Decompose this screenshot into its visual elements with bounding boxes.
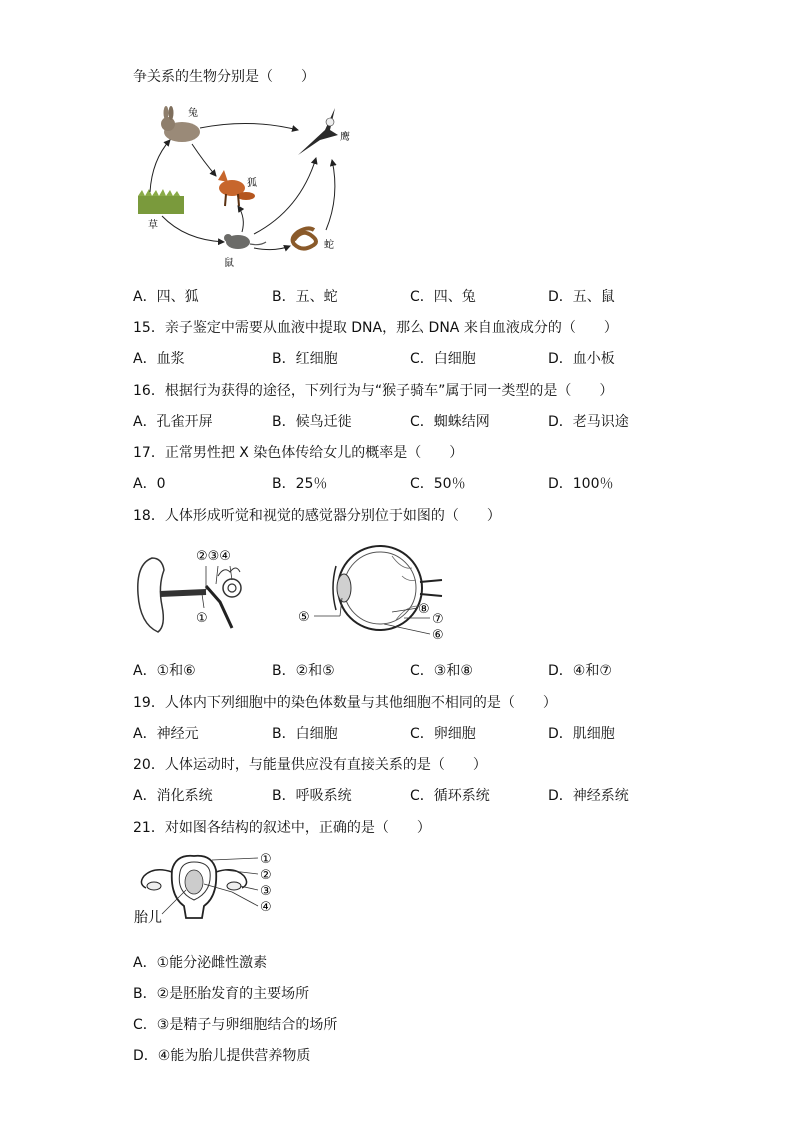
q19-option-d[interactable]: D．肌细胞 bbox=[548, 726, 615, 742]
q14-option-b[interactable]: B．五、蛇 bbox=[272, 289, 338, 305]
food-web-figure bbox=[130, 100, 360, 270]
arrow-mouse-fox bbox=[238, 206, 243, 232]
q15-option-b[interactable]: B．红细胞 bbox=[272, 351, 338, 367]
q19-option-c[interactable]: C．卵细胞 bbox=[410, 726, 476, 742]
q18-option-a[interactable]: A．①和⑥ bbox=[133, 663, 196, 679]
ear-label-1: ① bbox=[196, 611, 208, 626]
q15-option-a[interactable]: A．血浆 bbox=[133, 351, 185, 367]
uterus-label-fetus: 胎儿 bbox=[134, 910, 162, 926]
q16-option-b[interactable]: B．候鸟迁徙 bbox=[272, 414, 352, 430]
eye-figure bbox=[292, 536, 462, 646]
mouse-image bbox=[224, 234, 266, 249]
label-grass: 草 bbox=[148, 220, 158, 231]
q14-option-a[interactable]: A．四、狐 bbox=[133, 289, 199, 305]
eye-label-7: ⑦ bbox=[432, 612, 444, 627]
q16-option-a[interactable]: A．孔雀开屏 bbox=[133, 414, 213, 430]
arrow-mouse-eagle bbox=[254, 158, 316, 234]
q14-option-d[interactable]: D．五、鼠 bbox=[548, 289, 615, 305]
q17-option-c[interactable]: C．50％ bbox=[410, 476, 466, 492]
q17-stem: 17．正常男性把 X 染色体传给女儿的概率是（ ） bbox=[133, 445, 464, 461]
q17-option-b[interactable]: B．25％ bbox=[272, 476, 328, 492]
q16-option-c[interactable]: C．蜘蛛结网 bbox=[410, 414, 490, 430]
eye-label-6: ⑥ bbox=[432, 628, 444, 643]
ear-labels-top: ②③④ bbox=[196, 549, 231, 564]
q14-stem: 争关系的生物分别是（ ） bbox=[133, 69, 315, 85]
arrow-grass-mouse bbox=[162, 216, 224, 242]
eagle-image bbox=[298, 108, 338, 155]
q16-stem: 16．根据行为获得的途径，下列行为与“猴子骑车”属于同一类型的是（ ） bbox=[133, 383, 614, 399]
q21-stem: 21．对如图各结构的叙述中，正确的是（ ） bbox=[133, 820, 431, 836]
q21-option-a[interactable]: A．①能分泌雌性激素 bbox=[133, 955, 268, 971]
q20-option-a[interactable]: A．消化系统 bbox=[133, 788, 213, 804]
uterus-label-2: ② bbox=[260, 868, 272, 883]
q20-stem: 20．人体运动时，与能量供应没有直接关系的是（ ） bbox=[133, 757, 487, 773]
uterus-label-4: ④ bbox=[260, 900, 272, 915]
grass-image bbox=[138, 189, 184, 214]
arrow-rabbit-eagle bbox=[200, 123, 298, 130]
label-snake: 蛇 bbox=[324, 240, 334, 251]
arrow-snake-eagle bbox=[326, 160, 335, 230]
q15-option-c[interactable]: C．白细胞 bbox=[410, 351, 476, 367]
q21-option-d[interactable]: D．④能为胎儿提供营养物质 bbox=[133, 1048, 311, 1064]
ear-figure bbox=[132, 546, 258, 636]
label-mouse: 鼠 bbox=[224, 258, 234, 269]
arrow-rabbit-fox bbox=[192, 144, 216, 176]
q17-option-a[interactable]: A．0 bbox=[133, 476, 166, 492]
eye-label-8: ⑧ bbox=[418, 602, 430, 617]
q19-option-b[interactable]: B．白细胞 bbox=[272, 726, 338, 742]
q21-option-b[interactable]: B．②是胚胎发育的主要场所 bbox=[133, 986, 310, 1002]
snake-image bbox=[293, 228, 316, 248]
label-rabbit: 兔 bbox=[188, 108, 198, 119]
uterus-label-3: ③ bbox=[260, 884, 272, 899]
q17-option-d[interactable]: D．100％ bbox=[548, 476, 614, 492]
q15-stem: 15．亲子鉴定中需要从血液中提取 DNA，那么 DNA 来自血液成分的（ ） bbox=[133, 320, 618, 336]
q18-option-c[interactable]: C．③和⑧ bbox=[410, 663, 473, 679]
q20-option-b[interactable]: B．呼吸系统 bbox=[272, 788, 352, 804]
arrow-mouse-snake bbox=[254, 246, 290, 250]
label-fox: 狐 bbox=[247, 178, 257, 189]
arrow-grass-rabbit bbox=[150, 140, 170, 192]
q21-option-c[interactable]: C．③是精子与卵细胞结合的场所 bbox=[133, 1017, 338, 1033]
q18-option-b[interactable]: B．②和⑤ bbox=[272, 663, 335, 679]
uterus-label-1: ① bbox=[260, 852, 272, 867]
q18-option-d[interactable]: D．④和⑦ bbox=[548, 663, 612, 679]
q19-stem: 19．人体内下列细胞中的染色体数量与其他细胞不相同的是（ ） bbox=[133, 695, 557, 711]
q16-option-d[interactable]: D．老马识途 bbox=[548, 414, 629, 430]
q19-option-a[interactable]: A．神经元 bbox=[133, 726, 199, 742]
eye-label-5: ⑤ bbox=[298, 610, 310, 625]
label-eagle: 鹰 bbox=[340, 132, 350, 143]
q20-option-d[interactable]: D．神经系统 bbox=[548, 788, 629, 804]
q20-option-c[interactable]: C．循环系统 bbox=[410, 788, 490, 804]
q18-stem: 18．人体形成听觉和视觉的感觉器分别位于如图的（ ） bbox=[133, 508, 501, 524]
q14-option-c[interactable]: C．四、兔 bbox=[410, 289, 476, 305]
uterus-figure bbox=[132, 848, 282, 930]
q15-option-d[interactable]: D．血小板 bbox=[548, 351, 615, 367]
